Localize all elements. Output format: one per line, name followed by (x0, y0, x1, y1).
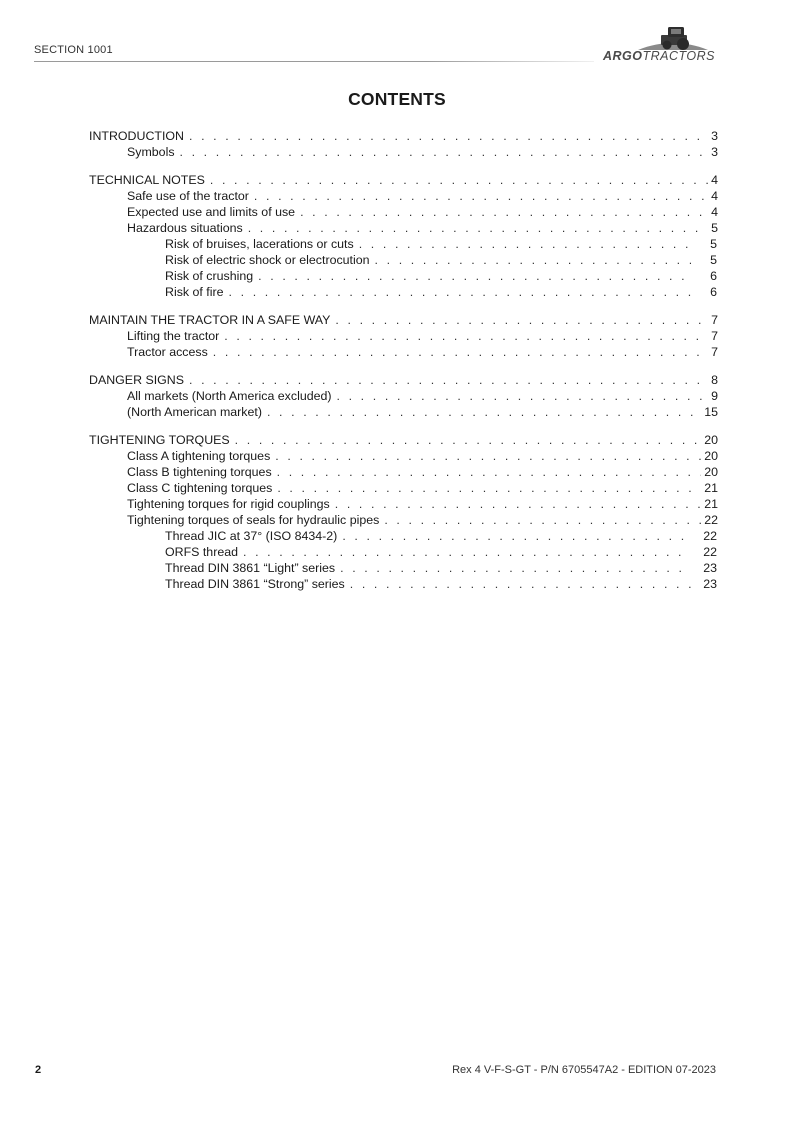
toc-entry[interactable] (89, 576, 718, 592)
toc-group (89, 372, 718, 420)
toc-entry-page: 20 (704, 433, 718, 447)
toc-entry-page: 3 (711, 129, 718, 143)
toc-entry-title: All markets (North America excluded) (127, 389, 332, 403)
toc-dot-leader (350, 576, 691, 592)
toc-dot-leader (243, 544, 691, 560)
toc-entry[interactable] (89, 188, 718, 204)
toc-entry-page: 9 (711, 389, 718, 403)
toc-entry[interactable] (89, 388, 718, 404)
toc-entry[interactable] (89, 560, 718, 576)
toc-entry-title: Thread DIN 3861 “Light” series (165, 561, 336, 575)
toc-entry-page: 21 (704, 497, 718, 511)
toc-entry[interactable] (89, 252, 718, 268)
toc-entry-title: Risk of electric shock or electrocution (165, 253, 370, 267)
tractor-silhouette-icon (638, 26, 708, 50)
toc-entry-title: Tractor access (127, 345, 208, 359)
toc-entry[interactable] (89, 144, 718, 160)
toc-entry-title: TECHNICAL NOTES (89, 173, 205, 187)
toc-dot-leader (277, 464, 702, 480)
toc-dot-leader (337, 388, 709, 404)
toc-entry-page: 5 (710, 253, 717, 267)
toc-entry-title: DANGER SIGNS (89, 373, 185, 387)
toc-entry-page: 6 (710, 269, 717, 283)
toc-entry-title: Risk of bruises, lacerations or cuts (165, 237, 354, 251)
toc-entry-title: Class B tightening torques (127, 465, 272, 479)
toc-entry[interactable] (89, 544, 718, 560)
toc-dot-leader (224, 328, 708, 344)
page-title: CONTENTS (348, 89, 446, 109)
toc-entry-page: 20 (704, 465, 718, 479)
header-divider (34, 61, 594, 62)
toc-dot-leader (213, 344, 708, 360)
toc-entry[interactable] (89, 344, 718, 360)
toc-entry-page: 20 (704, 449, 718, 463)
toc-dot-leader (267, 404, 701, 420)
toc-dot-leader (229, 284, 691, 300)
toc-entry-page: 5 (710, 237, 717, 251)
toc-entry-title: Expected use and limits of use (127, 205, 296, 219)
toc-entry-title: INTRODUCTION (89, 129, 184, 143)
toc-entry[interactable] (89, 464, 718, 480)
toc-dot-leader (300, 204, 708, 220)
toc-entry[interactable] (89, 432, 718, 448)
table-of-contents (89, 128, 718, 604)
toc-entry-title: Risk of crushing (165, 269, 254, 283)
toc-entry-title: Safe use of the tractor (127, 189, 249, 203)
toc-entry-title: Thread JIC at 37° (ISO 8434-2) (165, 529, 338, 543)
brand-logo (598, 26, 720, 66)
toc-entry-page: 21 (704, 481, 718, 495)
toc-entry-title: Class C tightening torques (127, 481, 273, 495)
toc-entry[interactable] (89, 480, 718, 496)
toc-group (89, 128, 718, 160)
toc-entry[interactable] (89, 172, 718, 188)
toc-group (89, 312, 718, 360)
toc-group (89, 172, 718, 300)
toc-entry-page: 8 (711, 373, 718, 387)
toc-entry[interactable] (89, 372, 718, 388)
toc-dot-leader (375, 252, 691, 268)
footer-document-id: Rex 4 V-F-S-GT - P/N 6705547A2 - EDITION 07-2023 (452, 1064, 716, 1076)
toc-entry[interactable] (89, 284, 718, 300)
toc-dot-leader (210, 172, 708, 188)
logo-wordmark (603, 49, 715, 63)
toc-dot-leader (359, 236, 691, 252)
toc-entry-title: ORFS thread (165, 545, 238, 559)
toc-dot-leader (189, 128, 708, 144)
toc-group (89, 432, 718, 592)
toc-entry-title: Risk of fire (165, 285, 224, 299)
toc-entry[interactable] (89, 496, 718, 512)
toc-entry[interactable] (89, 328, 718, 344)
toc-entry-title: Hazardous situations (127, 221, 243, 235)
toc-dot-leader (335, 312, 708, 328)
logo-sub: TRACTORS (642, 49, 716, 63)
toc-dot-leader (258, 268, 691, 284)
toc-entry[interactable] (89, 404, 718, 420)
toc-entry[interactable] (89, 512, 718, 528)
toc-entry-page: 7 (711, 313, 718, 327)
toc-dot-leader (254, 188, 708, 204)
toc-entry[interactable] (89, 312, 718, 328)
toc-entry-title: Tightening torques for rigid couplings (127, 497, 330, 511)
toc-entry-page: 4 (711, 173, 718, 187)
toc-entry-title: Lifting the tractor (127, 329, 220, 343)
toc-entry-title: Symbols (127, 145, 175, 159)
footer-page-number: 2 (35, 1064, 42, 1076)
toc-entry-title: (North American market) (127, 405, 262, 419)
toc-entry-page: 5 (711, 221, 718, 235)
toc-dot-leader (277, 480, 701, 496)
toc-entry[interactable] (89, 236, 718, 252)
toc-entry-title: Tightening torques of seals for hydraulic pipes (127, 513, 380, 527)
logo-brand: ARGO (603, 49, 643, 63)
toc-entry-title: Class A tightening torques (127, 449, 271, 463)
toc-entry-page: 4 (711, 189, 718, 203)
section-label: SECTION 1001 (34, 44, 113, 56)
toc-dot-leader (248, 220, 708, 236)
toc-entry-page: 4 (711, 205, 718, 219)
toc-entry-page: 22 (703, 529, 717, 543)
toc-dot-leader (340, 560, 691, 576)
toc-entry[interactable] (89, 528, 718, 544)
toc-dot-leader (335, 496, 701, 512)
toc-entry-page: 15 (704, 405, 718, 419)
toc-dot-leader (189, 372, 708, 388)
toc-entry-title: Thread DIN 3861 “Strong” series (165, 577, 345, 591)
toc-entry[interactable] (89, 268, 718, 284)
toc-entry-page: 3 (711, 145, 718, 159)
toc-entry-page: 7 (711, 345, 718, 359)
toc-entry-page: 22 (703, 545, 717, 559)
toc-entry[interactable] (89, 204, 718, 220)
toc-entry[interactable] (89, 128, 718, 144)
toc-entry-title: TIGHTENING TORQUES (89, 433, 230, 447)
toc-entry-page: 22 (704, 513, 718, 527)
toc-dot-leader (342, 528, 691, 544)
toc-entry-page: 23 (703, 577, 717, 591)
toc-entry-page: 7 (711, 329, 718, 343)
toc-dot-leader (235, 432, 702, 448)
toc-entry[interactable] (89, 448, 718, 464)
toc-dot-leader (384, 512, 701, 528)
toc-entry-title: MAINTAIN THE TRACTOR IN A SAFE WAY (89, 313, 331, 327)
toc-entry[interactable] (89, 220, 718, 236)
toc-entry-page: 23 (703, 561, 717, 575)
toc-dot-leader (275, 448, 701, 464)
toc-dot-leader (180, 144, 709, 160)
toc-entry-page: 6 (710, 285, 717, 299)
